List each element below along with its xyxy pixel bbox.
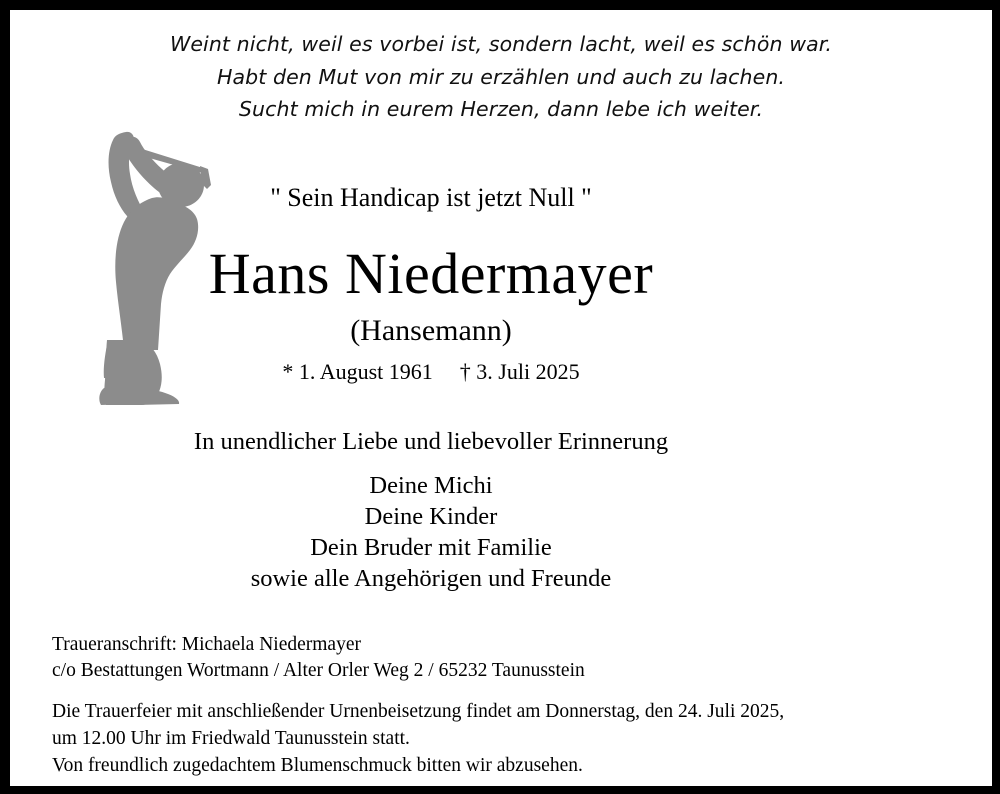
dedication-lead: In unendlicher Liebe und liebevoller Erinnerung <box>193 428 669 455</box>
dedication-block <box>10 425 852 594</box>
mourning-address-line-2: c/o Bestattungen Wortmann / Alter Orler Weg 2 / 65232 Taunusstein <box>52 660 585 681</box>
poem-line-1: Weint nicht, weil es vorbei ist, sondern lacht, weil es schön war. <box>169 32 833 56</box>
poem-line-2: Habt den Mut von mir zu erzählen und auch zu lachen. <box>216 64 786 89</box>
birth-date: 1. August 1961 <box>298 359 433 384</box>
poem-line-3: Sucht mich in eurem Herzen, dann lebe ich weiter. <box>238 97 764 121</box>
deceased-name: Hans Niedermayer <box>208 241 654 306</box>
dedication-spacer <box>10 459 852 470</box>
mourner-line-1: Deine Michi <box>369 472 493 499</box>
mourner-line-3: Dein Bruder mit Familie <box>310 534 552 561</box>
ceremony-details-block <box>52 698 784 779</box>
motto: " Sein Handicap ist jetzt Null " <box>270 183 592 212</box>
birth-symbol: * <box>282 359 294 384</box>
mourning-address-block <box>52 632 585 684</box>
life-dates <box>10 357 852 387</box>
ceremony-line-2: um 12.00 Uhr im Friedwald Taunusstein statt. <box>52 728 410 749</box>
poem-block <box>10 28 992 126</box>
deceased-nickname: (Hansemann) <box>350 314 512 347</box>
mourner-line-4: sowie alle Angehörigen und Freunde <box>250 565 612 592</box>
death-symbol: † <box>459 359 471 384</box>
mourning-address-line-1: Traueranschrift: Michaela Niedermayer <box>52 634 361 655</box>
obituary-inner <box>10 10 992 786</box>
mourner-line-2: Deine Kinder <box>364 503 498 530</box>
ceremony-line-1: Die Trauerfeier mit anschließender Urnenbeisetzung findet am Donnerstag, den 24. Juli 2025, <box>52 701 785 722</box>
ceremony-line-3: Von freundlich zugedachtem Blumenschmuck bitten wir abzusehen. <box>52 755 583 776</box>
death-date: 3. Juli 2025 <box>476 359 580 384</box>
